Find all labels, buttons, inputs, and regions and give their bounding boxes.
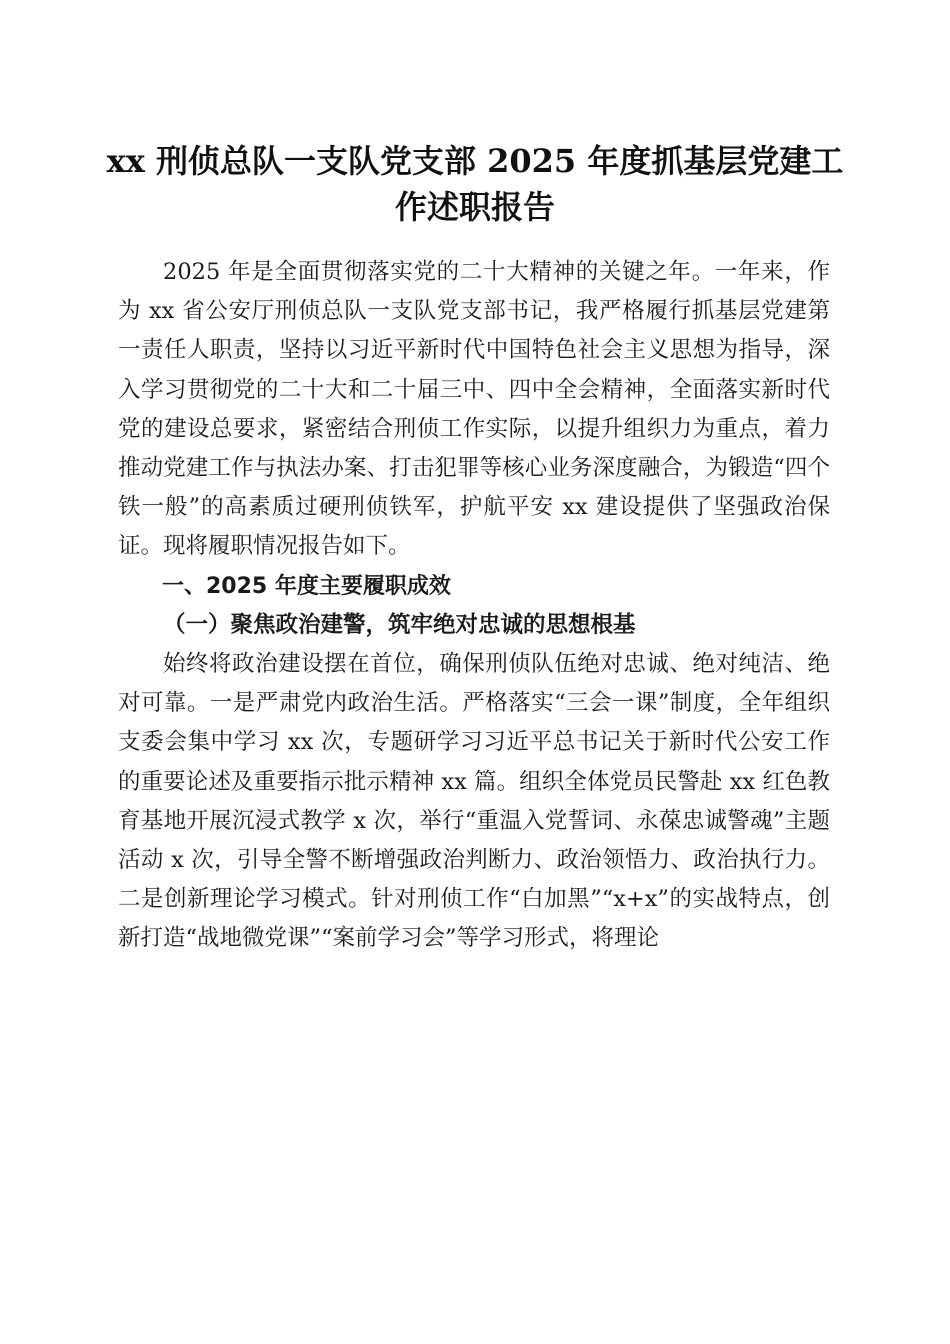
document-body xyxy=(118,253,830,959)
intro-paragraph: 2025 年是全面贯彻落实党的二十大精神的关键之年。一年来，作为 xx 省公安厅刑侦总队一支队党支部书记，我严格履行抓基层党建第一责任人职责，坚持以习近平新时代中国特色社会主义思想为指导，深入学习贯彻党的二十大和二十届三中、四中全会精神，全面落实新时代党的建设总要求，紧密结合刑侦工作实际，以提升组织力为重点，着力推动党建工作与执法办案、打击犯罪等核心业务深度融合，为锻造“四个铁一般”的高素质过硬刑侦铁军，护航平安 xx 建设提供了坚强政治保证。现将履职情况报告如下。 xyxy=(118,259,830,560)
document-title: xx 刑侦总队一支队党支部 2025 年度抓基层党建工作述职报告 xyxy=(106,142,844,226)
section-heading: 一、2025 年度主要履职成效 xyxy=(162,573,451,599)
body-paragraph: 始终将政治建设摆在首位，确保刑侦队伍绝对忠诚、绝对纯洁、绝对可靠。一是严肃党内政治生活。严格落实“三会一课”制度，全年组织支委会集中学习 xx 次，专题研学习习近平总书记关于新时代公安工作的重要论述及重要指示批示精神 xx 篇。组织全体党员民警赴 xx 红色教育基地开展沉浸式教学 x 次，举行“重温入党誓词、永葆忠诚警魂”主题活动 x 次，引导全警不断增强政治判断力、政治领悟力、政治执行力。二是创新理论学习模式。针对刑侦工作“白加黑”“x+x”的实战特点，创新打造“战地微党课”“案前学习会”等学习形式，将理论 xyxy=(118,651,830,952)
subsection-heading: （一）聚焦政治建警，筑牢绝对忠诚的思想根基 xyxy=(163,611,636,638)
